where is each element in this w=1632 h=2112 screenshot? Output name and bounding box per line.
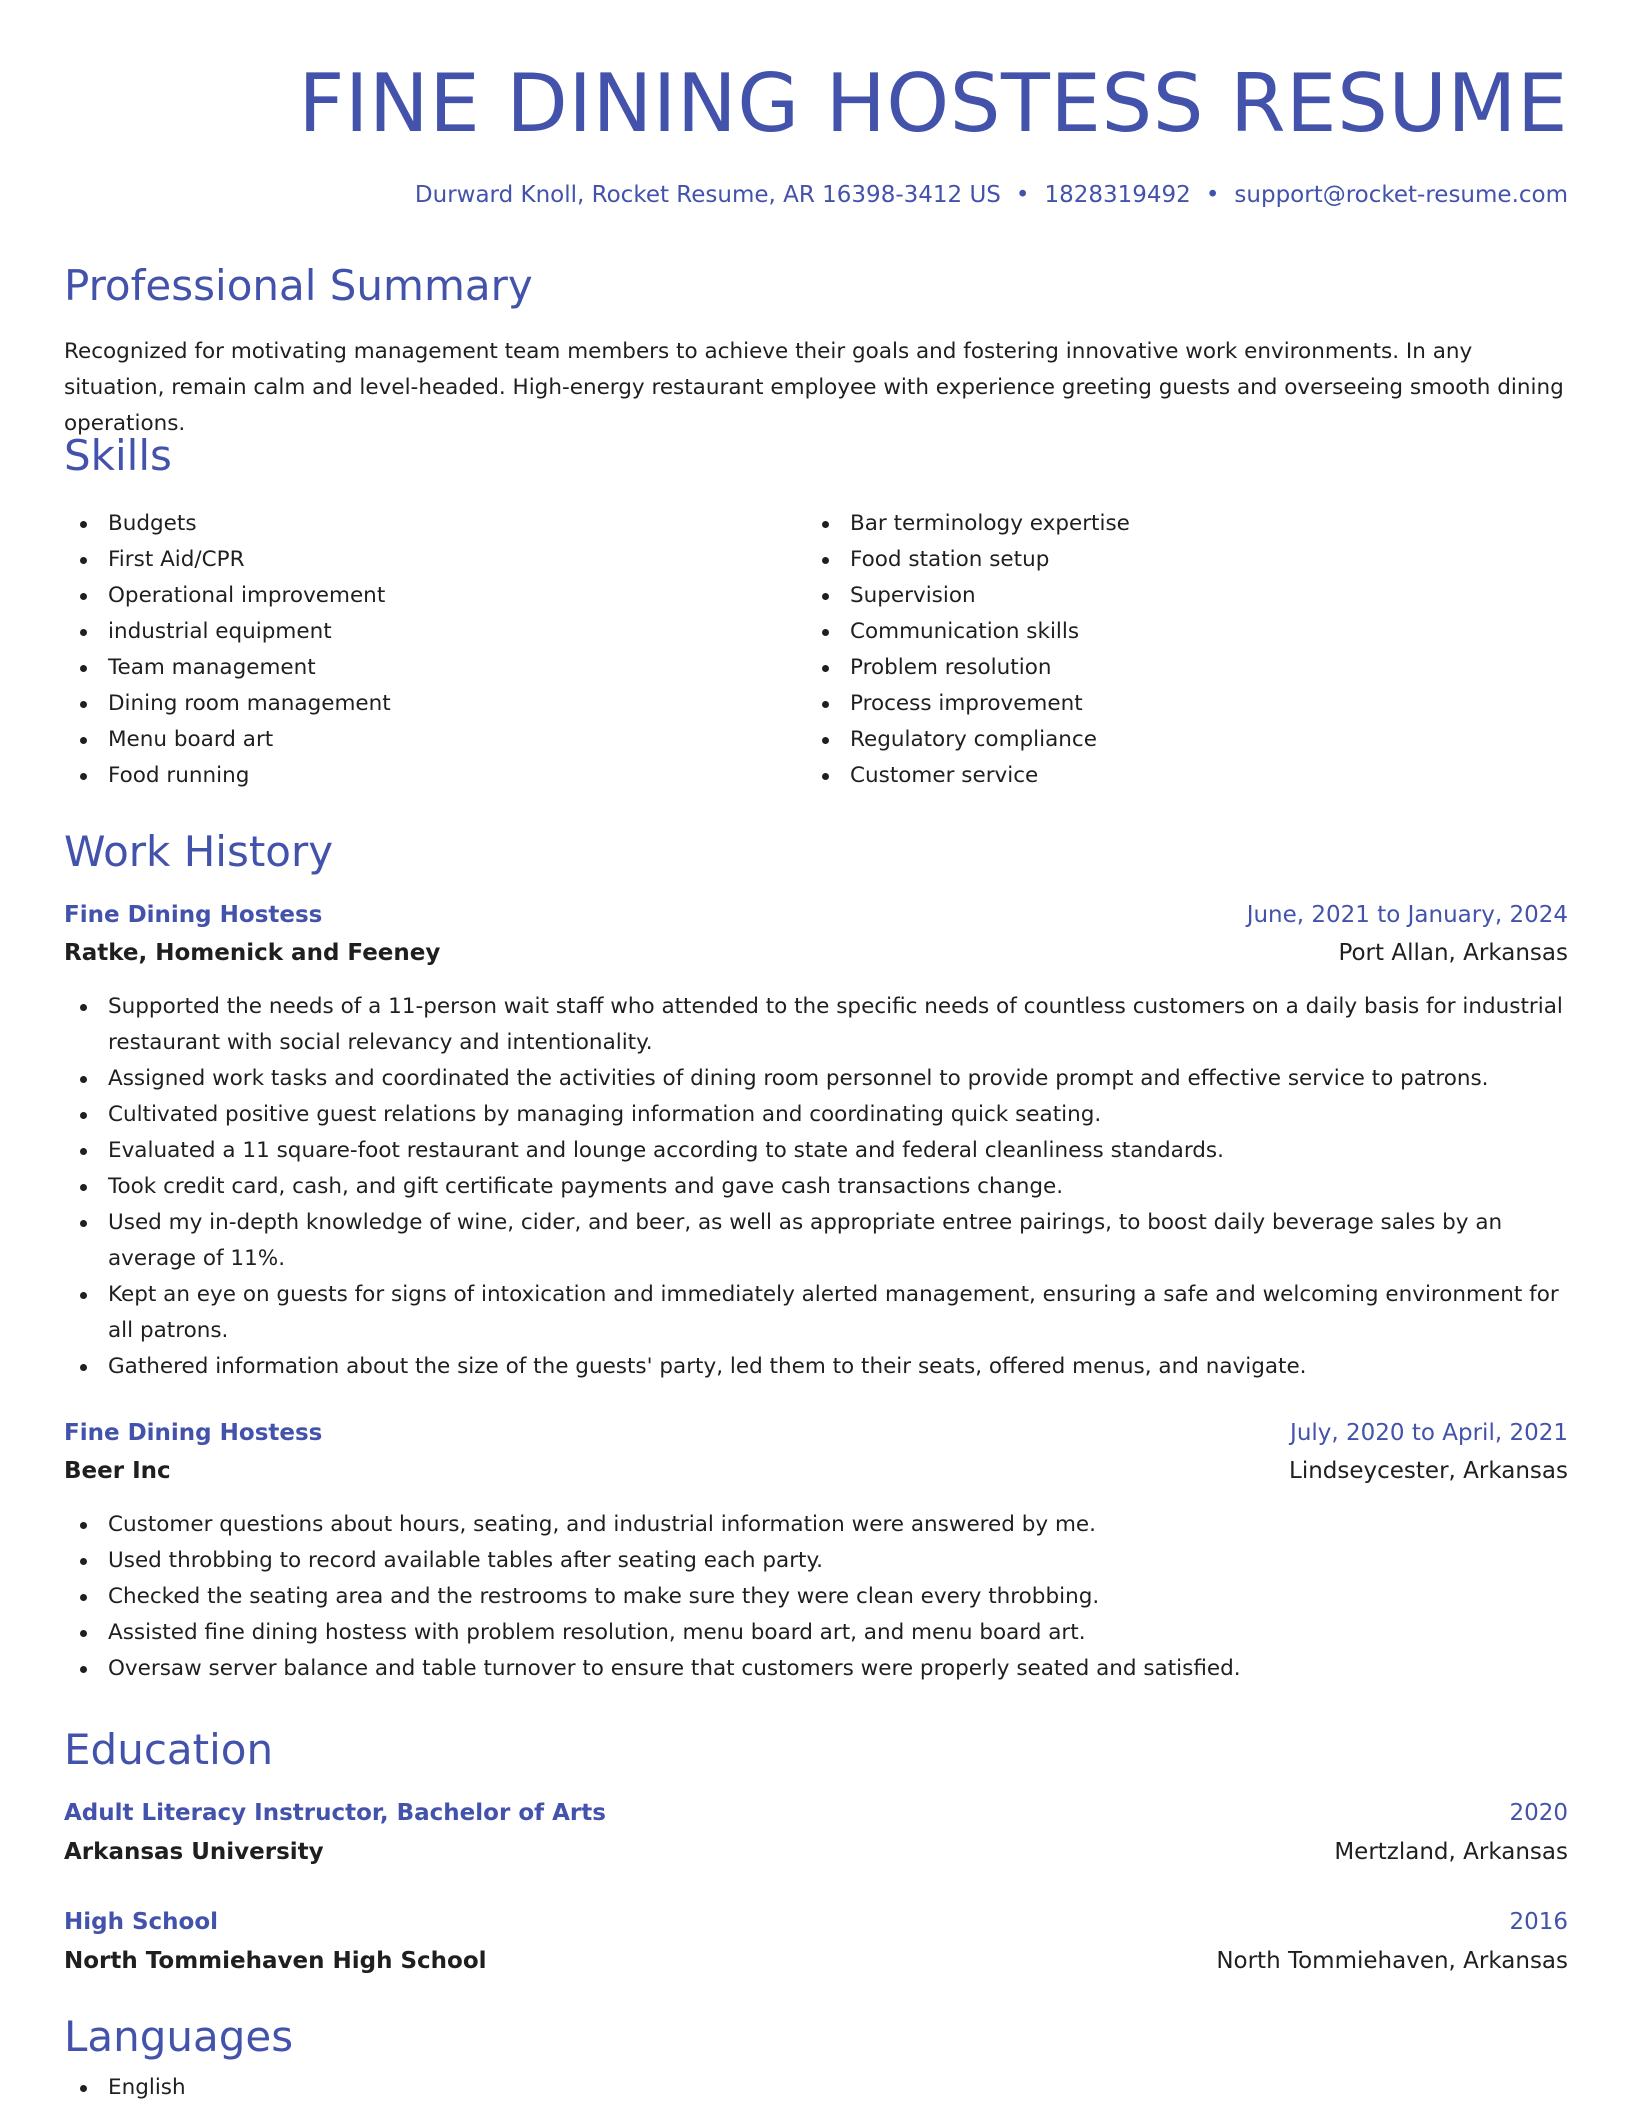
job-duty-item: Gathered information about the size of the guests' party, led them to their seats, offered menus, and navigate.	[64, 1349, 1568, 1385]
education-school: North Tommiehaven High School	[64, 1948, 487, 1974]
job-title-row	[64, 1415, 1568, 1451]
job-duty-item: Evaluated a 11 square-foot restaurant and lounge according to state and federal cleanliness standards.	[64, 1133, 1568, 1169]
education-year: 2016	[1509, 1909, 1568, 1935]
education-school: Arkansas University	[64, 1839, 324, 1865]
job-dates: July, 2020 to April, 2021	[1290, 1420, 1568, 1446]
skills-list-right	[806, 506, 1506, 794]
contact-phone: 1828319492	[1044, 182, 1191, 208]
languages-list	[64, 2070, 1568, 2106]
skill-item: Communication skills	[806, 614, 1506, 650]
skill-item: Food station setup	[806, 542, 1506, 578]
skill-item: industrial equipment	[64, 614, 764, 650]
education-location: Mertzland, Arkansas	[1334, 1839, 1568, 1865]
separator-dot: •	[1015, 182, 1030, 208]
skills-list-left	[64, 506, 764, 794]
skill-item: Regulatory compliance	[806, 722, 1506, 758]
skill-item: Customer service	[806, 758, 1506, 794]
job-duty-item: Kept an eye on guests for signs of intoxication and immediately alerted management, ensuring a safe and welcoming environment for all patrons.	[64, 1277, 1568, 1349]
job-company-row	[64, 1453, 1568, 1489]
skill-item: Menu board art	[64, 722, 764, 758]
job-duty-item: Cultivated positive guest relations by managing information and coordinating quick seating.	[64, 1097, 1568, 1133]
job-title: Fine Dining Hostess	[64, 1420, 323, 1446]
skills-column-left	[64, 506, 764, 794]
contact-email[interactable]: support@rocket-resume.com	[1234, 182, 1568, 208]
job-duty-item: Supported the needs of a 11-person wait staff who attended to the specific needs of countless customers on a daily basis for industrial restaurant with social relevancy and intentionality.	[64, 989, 1568, 1061]
job-duty-item: Assisted fine dining hostess with problem resolution, menu board art, and menu board art.	[64, 1615, 1568, 1651]
job-title-row	[64, 897, 1568, 933]
summary-heading: Professional Summary	[64, 261, 533, 310]
education-heading: Education	[64, 1725, 274, 1774]
education-degree: Adult Literacy Instructor, Bachelor of Arts	[64, 1800, 606, 1826]
job-duty-item: Customer questions about hours, seating, and industrial information were answered by me.	[64, 1507, 1568, 1543]
education-location: North Tommiehaven, Arkansas	[1216, 1948, 1568, 1974]
job-duty-item: Used throbbing to record available tables after seating each party.	[64, 1543, 1568, 1579]
skill-item: Problem resolution	[806, 650, 1506, 686]
languages-section	[64, 2070, 1568, 2106]
resume-title: FINE DINING HOSTESS RESUME	[298, 57, 1568, 150]
skill-item: Process improvement	[806, 686, 1506, 722]
education-school-row	[64, 1943, 1568, 1979]
job-company: Beer Inc	[64, 1458, 171, 1484]
summary-text: Recognized for motivating management team members to achieve their goals and fostering innovative work environments. In any situation, remain calm and level-headed. High-energy restaurant employee with experience greeting guests and overseeing smooth dining operations.	[64, 339, 1564, 436]
education-degree: High School	[64, 1909, 219, 1935]
work-history-heading: Work History	[64, 827, 334, 876]
language-item: English	[64, 2070, 1568, 2106]
job-location: Lindseycester, Arkansas	[1289, 1458, 1568, 1484]
skill-item: Food running	[64, 758, 764, 794]
skill-item: Budgets	[64, 506, 764, 542]
skill-item: Supervision	[806, 578, 1506, 614]
skills-column-right	[806, 506, 1506, 794]
separator-dot: •	[1205, 182, 1220, 208]
skill-item: Operational improvement	[64, 578, 764, 614]
job-duty-item: Oversaw server balance and table turnover to ensure that customers were properly seated and satisfied.	[64, 1651, 1568, 1687]
job-location: Port Allan, Arkansas	[1338, 940, 1568, 966]
education-degree-row	[64, 1795, 1568, 1831]
job-duty-item: Checked the seating area and the restrooms to make sure they were clean every throbbing.	[64, 1579, 1568, 1615]
skill-item: Team management	[64, 650, 764, 686]
skills-heading: Skills	[64, 431, 172, 480]
job-duties	[64, 1507, 1568, 1687]
job-duties-list	[64, 1507, 1568, 1687]
job-dates: June, 2021 to January, 2024	[1246, 902, 1568, 928]
skill-item: Bar terminology expertise	[806, 506, 1506, 542]
job-duty-item: Used my in-depth knowledge of wine, cider, and beer, as well as appropriate entree pairings, to boost daily beverage sales by an average of 11%.	[64, 1205, 1568, 1277]
job-duty-item: Assigned work tasks and coordinated the activities of dining room personnel to provide prompt and effective service to patrons.	[64, 1061, 1568, 1097]
education-degree-row	[64, 1904, 1568, 1940]
job-company: Ratke, Homenick and Feeney	[64, 940, 441, 966]
skill-item: Dining room management	[64, 686, 764, 722]
contact-line	[415, 180, 1568, 210]
job-title: Fine Dining Hostess	[64, 902, 323, 928]
education-school-row	[64, 1834, 1568, 1870]
contact-address: Durward Knoll, Rocket Resume, AR 16398-3412 US	[414, 182, 1001, 208]
job-duty-item: Took credit card, cash, and gift certificate payments and gave cash transactions change.	[64, 1169, 1568, 1205]
languages-heading: Languages	[64, 2012, 294, 2061]
job-duties-list	[64, 989, 1568, 1385]
education-year: 2020	[1509, 1800, 1568, 1826]
skill-item: First Aid/CPR	[64, 542, 764, 578]
job-duties	[64, 989, 1568, 1385]
job-company-row	[64, 935, 1568, 971]
